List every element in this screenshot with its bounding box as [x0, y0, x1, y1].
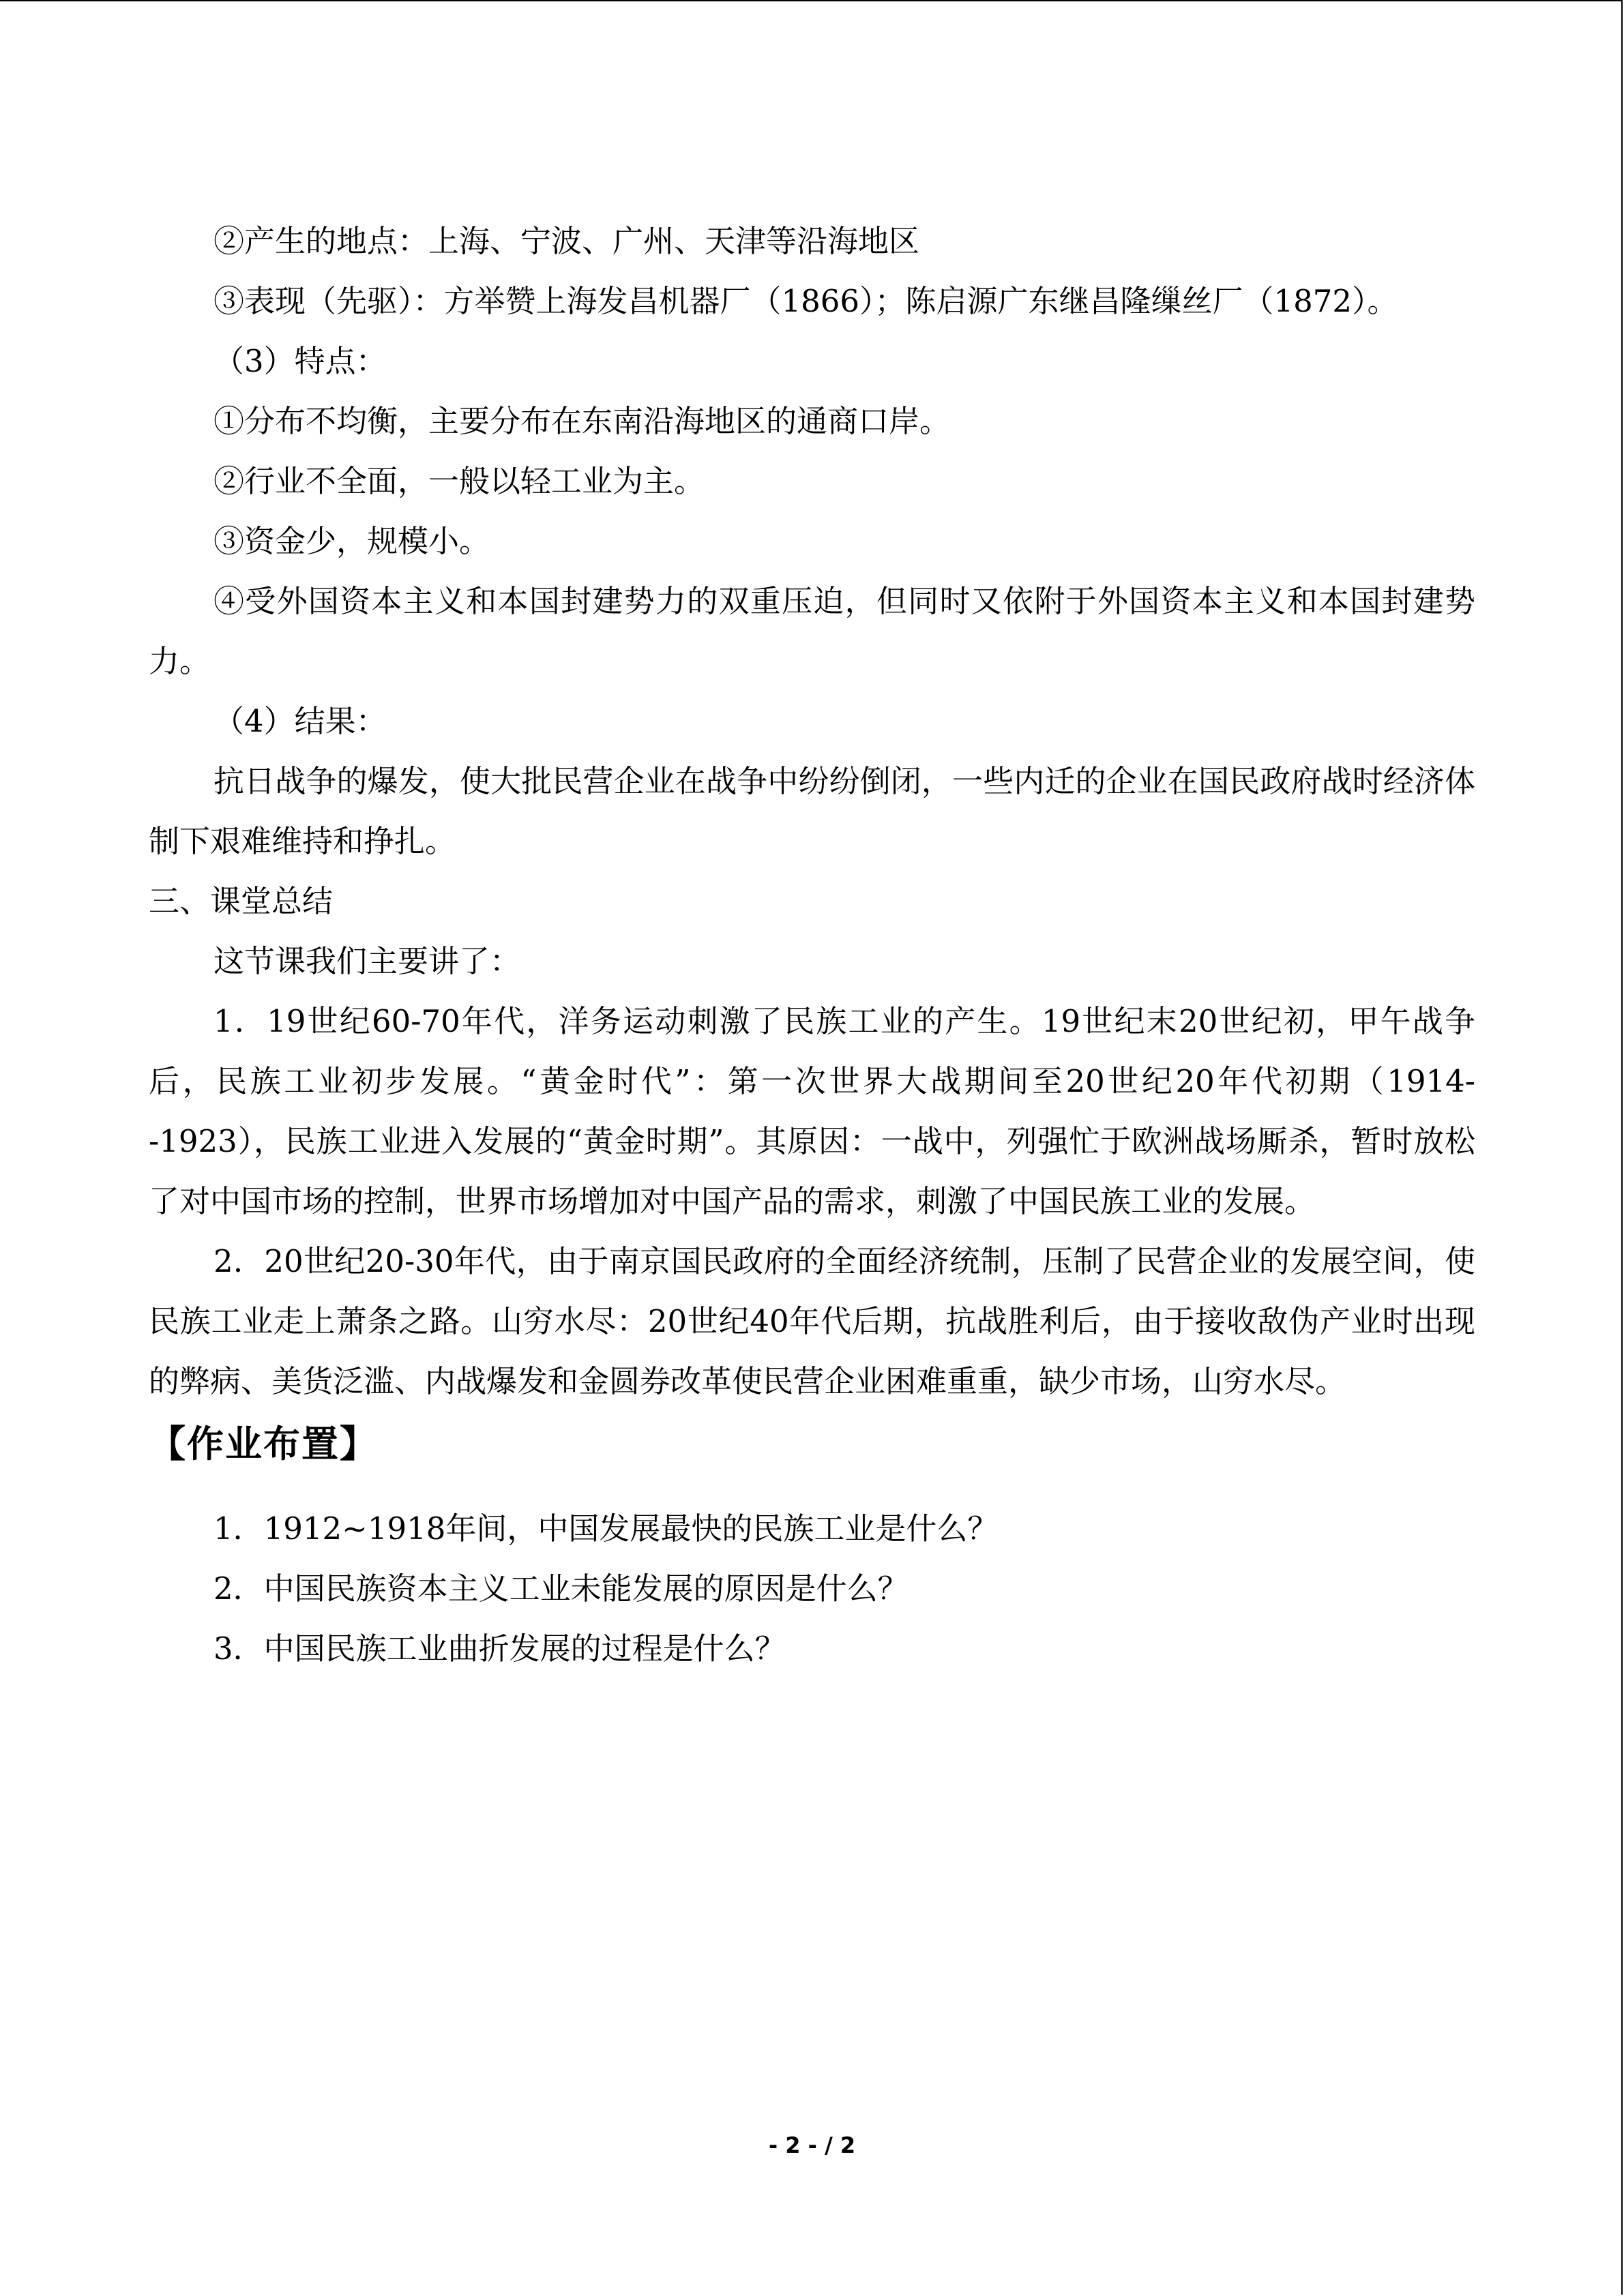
paragraph-summary-2: 2．20世纪20-30年代，由于南京国民政府的全面经济统制，压制了民营企业的发展空间，使民族工业走上萧条之路。山穷水尽：20世纪40年代后期，抗战胜利后，由于接收敌伪产业时出现的弊病、美货泛滥、内战爆发和金圆券改革使民营企业困难重重，缺少市场，山穷水尽。: [149, 1243, 1475, 1399]
subheading-features: （3）特点：: [213, 343, 387, 379]
homework-item: 2．中国民族资本主义工业未能发展的原因是什么？: [213, 1570, 909, 1607]
paragraph-summary-intro: 这节课我们主要讲了：: [213, 943, 521, 979]
section-heading-summary: 三、课堂总结: [149, 883, 334, 919]
homework-item: 3．中国民族工业曲折发展的过程是什么？: [213, 1630, 786, 1667]
homework-list: [149, 1499, 1475, 1679]
homework-heading: 【作业布置】: [149, 1422, 378, 1465]
homework-item: 1．1912~1918年间，中国发展最快的民族工业是什么？: [213, 1510, 999, 1547]
paragraph-location: ②产生的地点：上海、宁波、广州、天津等沿海地区: [213, 223, 920, 259]
paragraph-feature-2: ②行业不全面，一般以轻工业为主。: [213, 463, 705, 499]
page-number: - 2 - / 2: [768, 2132, 856, 2158]
paragraph-summary-1: 1．19世纪60-70年代，洋务运动刺激了民族工业的产生。19世纪末20世纪初，甲午战争后，民族工业初步发展。“黄金时代”：第一次世界大战期间至20世纪20年代初期（1914--1923），民族工业进入发展的“黄金时期”。其原因：一战中，列强忙于欧洲战场厮杀，暂时放松了对中国市场的控制，世界市场增加对中国产品的需求，刺激了中国民族工业的发展。: [149, 1003, 1475, 1219]
paragraph-pioneers: ③表现（先驱）：方举赞上海发昌机器厂（1866）；陈启源广东继昌隆缫丝厂（1872）。: [213, 283, 1398, 319]
paragraph-feature-3: ③资金少，规模小。: [213, 523, 490, 559]
paragraph-feature-4: ④受外国资本主义和本国封建势力的双重压迫，但同时又依附于外国资本主义和本国封建势力。: [149, 583, 1475, 679]
subheading-result: （4）结果：: [213, 703, 387, 739]
paragraph-feature-1: ①分布不均衡，主要分布在东南沿海地区的通商口岸。: [213, 403, 951, 439]
paragraph-result: 抗日战争的爆发，使大批民营企业在战争中纷纷倒闭，一些内迁的企业在国民政府战时经济体制下艰难维持和挣扎。: [149, 763, 1475, 859]
document-body: [149, 211, 1475, 1679]
